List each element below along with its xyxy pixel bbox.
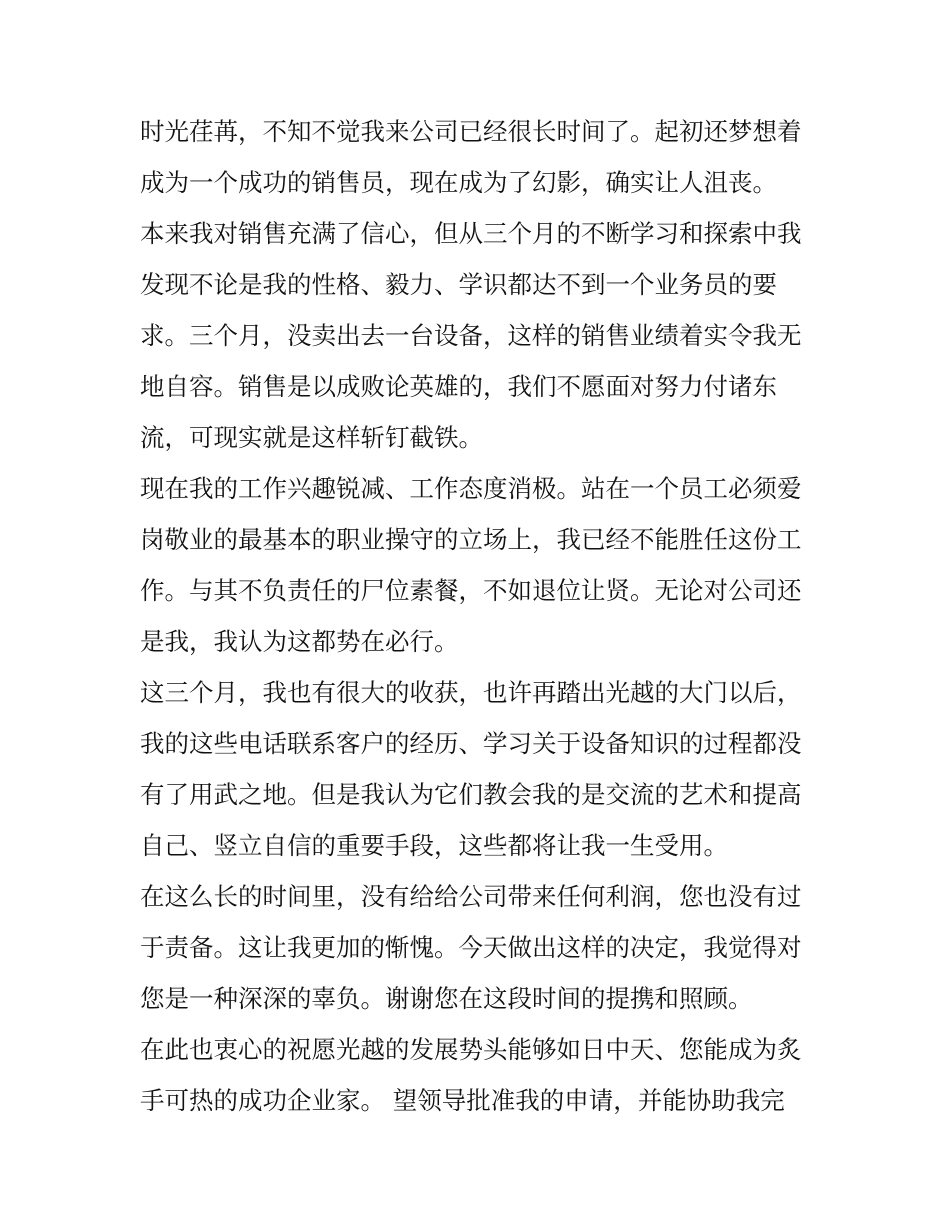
text-line: 这三个月，我也有很大的收获，也许再踏出光越的大门以后， — [140, 678, 802, 707]
text-line: 在这么长的时间里，没有给给公司带来任何利润，您也没有过 — [140, 882, 802, 911]
text-line: 在此也衷心的祝愿光越的发展势头能够如日中天、您能成为炙 — [140, 1035, 802, 1064]
text-line: 岗敬业的最基本的职业操守的立场上，我已经不能胜任这份工 — [140, 525, 802, 554]
text-line: 本来我对销售充满了信心，但从三个月的不断学习和探索中我 — [140, 219, 802, 248]
text-line: 成为一个成功的销售员，现在成为了幻影，确实让人沮丧。 — [140, 168, 777, 197]
text-line: 自己、竖立自信的重要手段，这些都将让我一生受用。 — [140, 831, 728, 860]
text-line: 求。三个月，没卖出去一台设备，这样的销售业绩着实令我无 — [140, 321, 802, 350]
text-line: 我的这些电话联系客户的经历、学习关于设备知识的过程都没 — [140, 729, 802, 758]
text-line: 流，可现实就是这样斩钉截铁。 — [140, 423, 483, 452]
text-line: 地自容。销售是以成败论英雄的，我们不愿面对努力付诸东 — [140, 372, 777, 401]
body-text — [140, 106, 830, 1126]
text-line: 发现不论是我的性格、毅力、学识都达不到一个业务员的要 — [140, 270, 777, 299]
text-line: 现在我的工作兴趣锐减、工作态度消极。站在一个员工必须爱 — [140, 474, 802, 503]
text-line: 有了用武之地。但是我认为它们教会我的是交流的艺术和提高 — [140, 780, 802, 809]
text-line: 是我，我认为这都势在必行。 — [140, 627, 459, 656]
text-line: 于责备。这让我更加的惭愧。今天做出这样的决定，我觉得对 — [140, 933, 802, 962]
text-line: 作。与其不负责任的尸位素餐，不如退位让贤。无论对公司还 — [140, 576, 802, 605]
text-line: 手可热的成功企业家。 望领导批准我的申请，并能协助我完 — [140, 1086, 785, 1115]
text-line: 您是一种深深的辜负。谢谢您在这段时间的提携和照顾。 — [140, 984, 753, 1013]
text-line: 时光荏苒，不知不觉我来公司已经很长时间了。起初还梦想着 — [140, 117, 802, 146]
